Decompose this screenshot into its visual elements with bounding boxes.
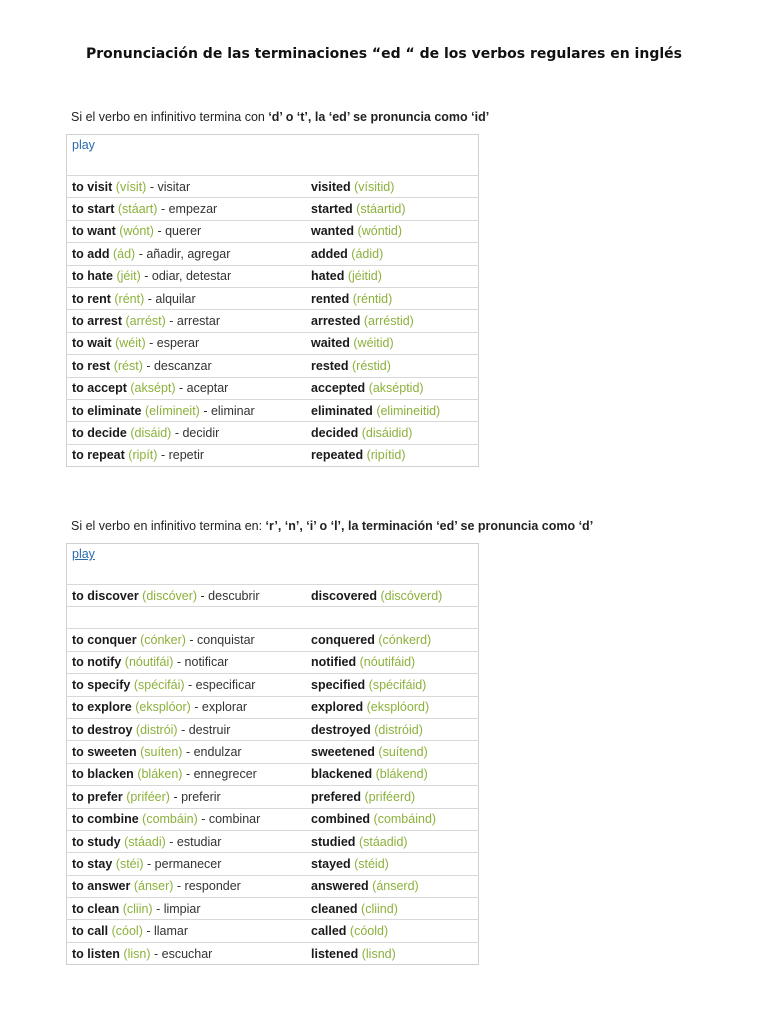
verb-infinitive: to arrest — [72, 314, 123, 329]
verb-infinitive: to combine — [72, 812, 139, 827]
table-row — [67, 176, 479, 198]
verb-pronunciation: (nóutifái) — [124, 655, 174, 670]
table-row — [67, 853, 479, 875]
table-row — [67, 422, 479, 444]
verb-meaning: - querer — [157, 224, 202, 239]
verb-meaning: - añadir, agregar — [138, 246, 231, 261]
verb-infinitive: to eliminate — [72, 403, 142, 418]
verb-infinitive: to clean — [72, 901, 120, 916]
verb-past: blackened — [311, 767, 373, 782]
past-pronunciation: (cliind) — [361, 901, 398, 916]
past-pronunciation: (ánserd) — [372, 879, 419, 894]
verb-meaning: - combinar — [201, 812, 261, 827]
play-row — [67, 135, 479, 176]
verb-pronunciation: (vísit) — [115, 179, 147, 194]
verb-pronunciation: (elímineit) — [144, 403, 200, 418]
past-pronunciation: (cónkerd) — [378, 633, 432, 648]
verb-pronunciation: (priféer) — [126, 789, 170, 804]
past-pronunciation: (combáind) — [373, 812, 437, 827]
verb-infinitive: to answer — [72, 879, 131, 894]
table-row — [67, 355, 479, 377]
verb-meaning: - alquilar — [147, 291, 196, 306]
verb-meaning: - endulzar — [185, 745, 242, 760]
verb-infinitive: to decide — [72, 425, 127, 440]
verb-past: cleaned — [311, 901, 358, 916]
verb-meaning: - preferir — [173, 789, 221, 804]
play-row — [67, 544, 479, 585]
section1-intro-bold: ‘d’ o ‘t’, la ‘ed’ se pronuncia como ‘id’ — [268, 110, 490, 124]
verb-meaning: - arrestar — [169, 314, 220, 329]
verb-pronunciation: (disáid) — [130, 425, 172, 440]
past-pronunciation: (nóutifáid) — [359, 655, 416, 670]
table-row — [67, 198, 479, 220]
verb-meaning: - limpiar — [156, 901, 201, 916]
past-pronunciation: (wéitid) — [353, 336, 394, 351]
verb-past: explored — [311, 700, 364, 715]
table-row — [67, 265, 479, 287]
verb-past: conquered — [311, 633, 375, 648]
verb-pronunciation: (combáin) — [142, 812, 198, 827]
table-row — [67, 651, 479, 673]
verb-past: visited — [311, 179, 351, 194]
verb-past: eliminated — [311, 403, 373, 418]
verb-past: sweetened — [311, 745, 375, 760]
table-row — [67, 763, 479, 785]
section1-intro — [71, 110, 489, 124]
table-row — [67, 718, 479, 740]
verb-pronunciation: (cóol) — [111, 924, 143, 939]
verb-pronunciation: (stéi) — [115, 856, 144, 871]
verb-pronunciation: (stáart) — [117, 202, 158, 217]
verb-infinitive: to stay — [72, 856, 113, 871]
table-row — [67, 741, 479, 763]
past-pronunciation: (akséptid) — [368, 381, 424, 396]
past-pronunciation: (discóverd) — [380, 588, 443, 603]
verb-infinitive: to prefer — [72, 789, 123, 804]
section2-intro-text: Si el verbo en infinitivo termina en: — [71, 519, 266, 533]
verb-infinitive: to specify — [72, 677, 131, 692]
verb-meaning: - repetir — [160, 448, 205, 463]
past-pronunciation: (blákend) — [375, 767, 428, 782]
past-pronunciation: (jéitid) — [347, 269, 382, 284]
verb-infinitive: to visit — [72, 179, 113, 194]
verb-infinitive: to explore — [72, 700, 132, 715]
verb-past: listened — [311, 946, 359, 961]
past-pronunciation: (stáadid) — [358, 834, 408, 849]
verb-past: hated — [311, 269, 345, 284]
verb-past: repeated — [311, 448, 364, 463]
table-row — [67, 920, 479, 942]
table-row — [67, 399, 479, 421]
verb-meaning: - ennegrecer — [185, 767, 257, 782]
past-pronunciation: (vísitid) — [354, 179, 395, 194]
table-row — [67, 808, 479, 830]
past-pronunciation: (stáartid) — [356, 202, 406, 217]
section1-intro-text: Si el verbo en infinitivo termina con — [71, 110, 269, 124]
verb-meaning: - escuchar — [153, 946, 213, 961]
verb-pronunciation: (eksplóor) — [135, 700, 191, 715]
past-pronunciation: (réntid) — [352, 291, 393, 306]
verb-meaning: - descanzar — [146, 358, 212, 373]
verb-meaning: - permanecer — [147, 856, 222, 871]
table-row — [67, 444, 479, 466]
past-pronunciation: (elimineitid) — [376, 403, 441, 418]
verb-past: answered — [311, 879, 369, 894]
verb-infinitive: to notify — [72, 655, 122, 670]
verb-past: specified — [311, 677, 366, 692]
table-row — [67, 310, 479, 332]
verb-pronunciation: (cliin) — [122, 901, 153, 916]
verb-meaning: - responder — [176, 879, 241, 894]
verb-meaning: - especificar — [188, 677, 256, 692]
verb-pronunciation: (ánser) — [133, 879, 174, 894]
verb-pronunciation: (lisn) — [123, 946, 151, 961]
table-row — [67, 875, 479, 897]
past-pronunciation: (disáidid) — [361, 425, 413, 440]
verb-pronunciation: (cónker) — [140, 633, 186, 648]
verb-pronunciation: (distrói) — [135, 722, 178, 737]
verb-infinitive: to listen — [72, 946, 120, 961]
table-row — [67, 629, 479, 651]
past-pronunciation: (réstid) — [352, 358, 391, 373]
verb-pronunciation: (ripít) — [128, 448, 158, 463]
past-pronunciation: (eksplóord) — [366, 700, 430, 715]
table-row — [67, 377, 479, 399]
verb-infinitive: to study — [72, 834, 121, 849]
verb-past: arrested — [311, 314, 361, 329]
verb-past: added — [311, 246, 348, 261]
table-row — [67, 786, 479, 808]
table-row — [67, 674, 479, 696]
past-pronunciation: (spécifáid) — [368, 677, 427, 692]
verb-meaning: - explorar — [194, 700, 248, 715]
verb-pronunciation: (rést) — [113, 358, 143, 373]
table-row — [67, 696, 479, 718]
past-pronunciation: (distróid) — [374, 722, 423, 737]
verb-meaning: - llamar — [146, 924, 189, 939]
verb-past: rented — [311, 291, 350, 306]
verb-infinitive: to sweeten — [72, 745, 137, 760]
verb-pronunciation: (jéit) — [116, 269, 141, 284]
verb-past: started — [311, 202, 353, 217]
table-row — [67, 287, 479, 309]
verb-pronunciation: (wónt) — [119, 224, 154, 239]
past-pronunciation: (arréstid) — [363, 314, 414, 329]
verb-meaning: - visitar — [149, 179, 191, 194]
verb-pronunciation: (arrést) — [125, 314, 166, 329]
verb-past: accepted — [311, 381, 366, 396]
verb-infinitive: to destroy — [72, 722, 133, 737]
verb-meaning: - esperar — [149, 336, 200, 351]
play-link[interactable]: play — [72, 547, 95, 561]
verb-infinitive: to hate — [72, 269, 113, 284]
verb-meaning: - decidir — [174, 425, 220, 440]
page-title: Pronunciación de las terminaciones “ed “ de los verbos regulares en inglés — [86, 46, 682, 62]
verb-past: waited — [311, 336, 350, 351]
verb-meaning: - odiar, detestar — [144, 269, 232, 284]
verb-meaning: - empezar — [160, 202, 218, 217]
past-pronunciation: (ádid) — [351, 246, 384, 261]
verb-past: discovered — [311, 588, 378, 603]
verb-pronunciation: (discóver) — [142, 588, 198, 603]
table-row — [67, 243, 479, 265]
table-row — [67, 220, 479, 242]
verb-pronunciation: (ád) — [112, 246, 136, 261]
past-pronunciation: (stéid) — [354, 856, 389, 871]
verb-past: called — [311, 924, 347, 939]
section2-intro-bold: ‘r’, ‘n’, ‘i’ o ‘l’, la terminación ‘ed’ se pronuncia como ‘d’ — [265, 519, 594, 533]
verb-infinitive: to rent — [72, 291, 111, 306]
past-pronunciation: (suítend) — [378, 745, 428, 760]
verb-pronunciation: (stáadi) — [124, 834, 166, 849]
verb-past: notified — [311, 655, 357, 670]
past-pronunciation: (ripítid) — [366, 448, 406, 463]
verb-meaning: - descubrir — [200, 588, 260, 603]
section2-intro — [71, 519, 593, 533]
table-row — [67, 942, 479, 964]
table-row — [67, 332, 479, 354]
verb-infinitive: to add — [72, 246, 110, 261]
verb-infinitive: to want — [72, 224, 116, 239]
verb-past: studied — [311, 834, 356, 849]
verb-infinitive: to wait — [72, 336, 112, 351]
verb-meaning: - conquistar — [189, 633, 255, 648]
verb-pronunciation: (rént) — [114, 291, 145, 306]
verb-pronunciation: (bláken) — [137, 767, 183, 782]
verb-pronunciation: (wéit) — [115, 336, 146, 351]
verb-meaning: - estudiar — [169, 834, 222, 849]
verbs-table-d — [66, 543, 479, 965]
verb-past: rested — [311, 358, 349, 373]
empty-row — [67, 607, 479, 629]
verb-pronunciation: (spécifái) — [133, 677, 185, 692]
verb-pronunciation: (aksépt) — [130, 381, 176, 396]
verb-infinitive: to repeat — [72, 448, 125, 463]
verb-infinitive: to accept — [72, 381, 127, 396]
verb-infinitive: to start — [72, 202, 115, 217]
verb-infinitive: to conquer — [72, 633, 137, 648]
past-pronunciation: (lisnd) — [361, 946, 396, 961]
verb-meaning: - aceptar — [179, 381, 229, 396]
verb-past: stayed — [311, 856, 351, 871]
verb-meaning: - eliminar — [203, 403, 255, 418]
table-row — [67, 830, 479, 852]
verb-infinitive: to call — [72, 924, 109, 939]
verb-meaning: - destruir — [181, 722, 231, 737]
verb-past: prefered — [311, 789, 362, 804]
verb-infinitive: to blacken — [72, 767, 134, 782]
table-row — [67, 898, 479, 920]
verb-infinitive: to discover — [72, 588, 139, 603]
past-pronunciation: (priféerd) — [364, 789, 416, 804]
verb-past: wanted — [311, 224, 355, 239]
verb-past: combined — [311, 812, 371, 827]
verbs-table-id — [66, 134, 479, 467]
verb-meaning: - notificar — [176, 655, 229, 670]
table-row — [67, 585, 479, 607]
verb-past: destroyed — [311, 722, 371, 737]
past-pronunciation: (cóold) — [349, 924, 389, 939]
verb-past: decided — [311, 425, 359, 440]
play-link[interactable]: play — [72, 138, 95, 152]
past-pronunciation: (wóntid) — [357, 224, 403, 239]
verb-pronunciation: (suíten) — [140, 745, 183, 760]
verb-infinitive: to rest — [72, 358, 111, 373]
